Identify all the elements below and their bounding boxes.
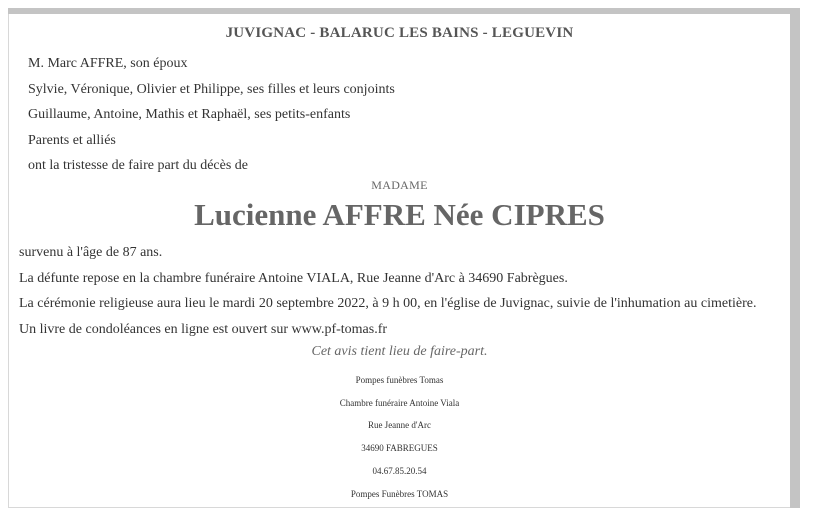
funeral-chamber-name: Chambre funéraire Antoine Viala: [339, 397, 460, 408]
family-line-grandchildren: Guillaume, Antoine, Mathis et Raphaël, ses petits-enfants: [28, 107, 351, 122]
deceased-name: Lucienne AFFRE Née CIPRES: [194, 197, 605, 232]
frame-border-bottom: [8, 507, 790, 508]
funeral-phone: 04.67.85.20.54: [372, 465, 427, 476]
frame-border-right: [790, 8, 800, 508]
family-line-relatives: Parents et alliés: [28, 132, 116, 148]
detail-ceremony: La cérémonie religieuse aura lieu le mardi 20 septembre 2022, à 9 h 00, en l'église de Juvignac, suivie de l'inhumation au cimetière.: [19, 296, 757, 311]
faire-part-notice: Cet avis tient lieu de faire-part.: [311, 344, 488, 359]
detail-condolences: Un livre de condoléances en ligne est ouvert sur www.pf-tomas.fr: [19, 321, 388, 337]
family-announcement: [28, 51, 395, 179]
notice-details: [19, 240, 756, 342]
deceased-title: MADAME: [371, 178, 428, 192]
funeral-signature: Pompes Funèbres TOMAS: [350, 488, 449, 499]
notice-header-locations: JUVIGNAC - BALARUC LES BAINS - LEGUEVIN: [225, 25, 574, 41]
family-line-spouse: M. Marc AFFRE, son époux: [28, 56, 188, 71]
funeral-street: Rue Jeanne d'Arc: [367, 420, 432, 431]
funeral-home-contact: [9, 369, 790, 505]
detail-age: survenu à l'âge de 87 ans.: [19, 245, 163, 260]
detail-resting-place: La défunte repose en la chambre funéraire Antoine VIALA, Rue Jeanne d'Arc à 34690 Fabrègues.: [19, 270, 568, 286]
obituary-notice: [9, 14, 790, 507]
funeral-city: 34690 FABREGUES: [361, 443, 438, 454]
funeral-home-name: Pompes funèbres Tomas: [355, 375, 444, 385]
family-line-children: Sylvie, Véronique, Olivier et Philippe, ses filles et leurs conjoints: [28, 81, 395, 97]
family-line-announcement: ont la tristesse de faire part du décès de: [28, 158, 249, 173]
